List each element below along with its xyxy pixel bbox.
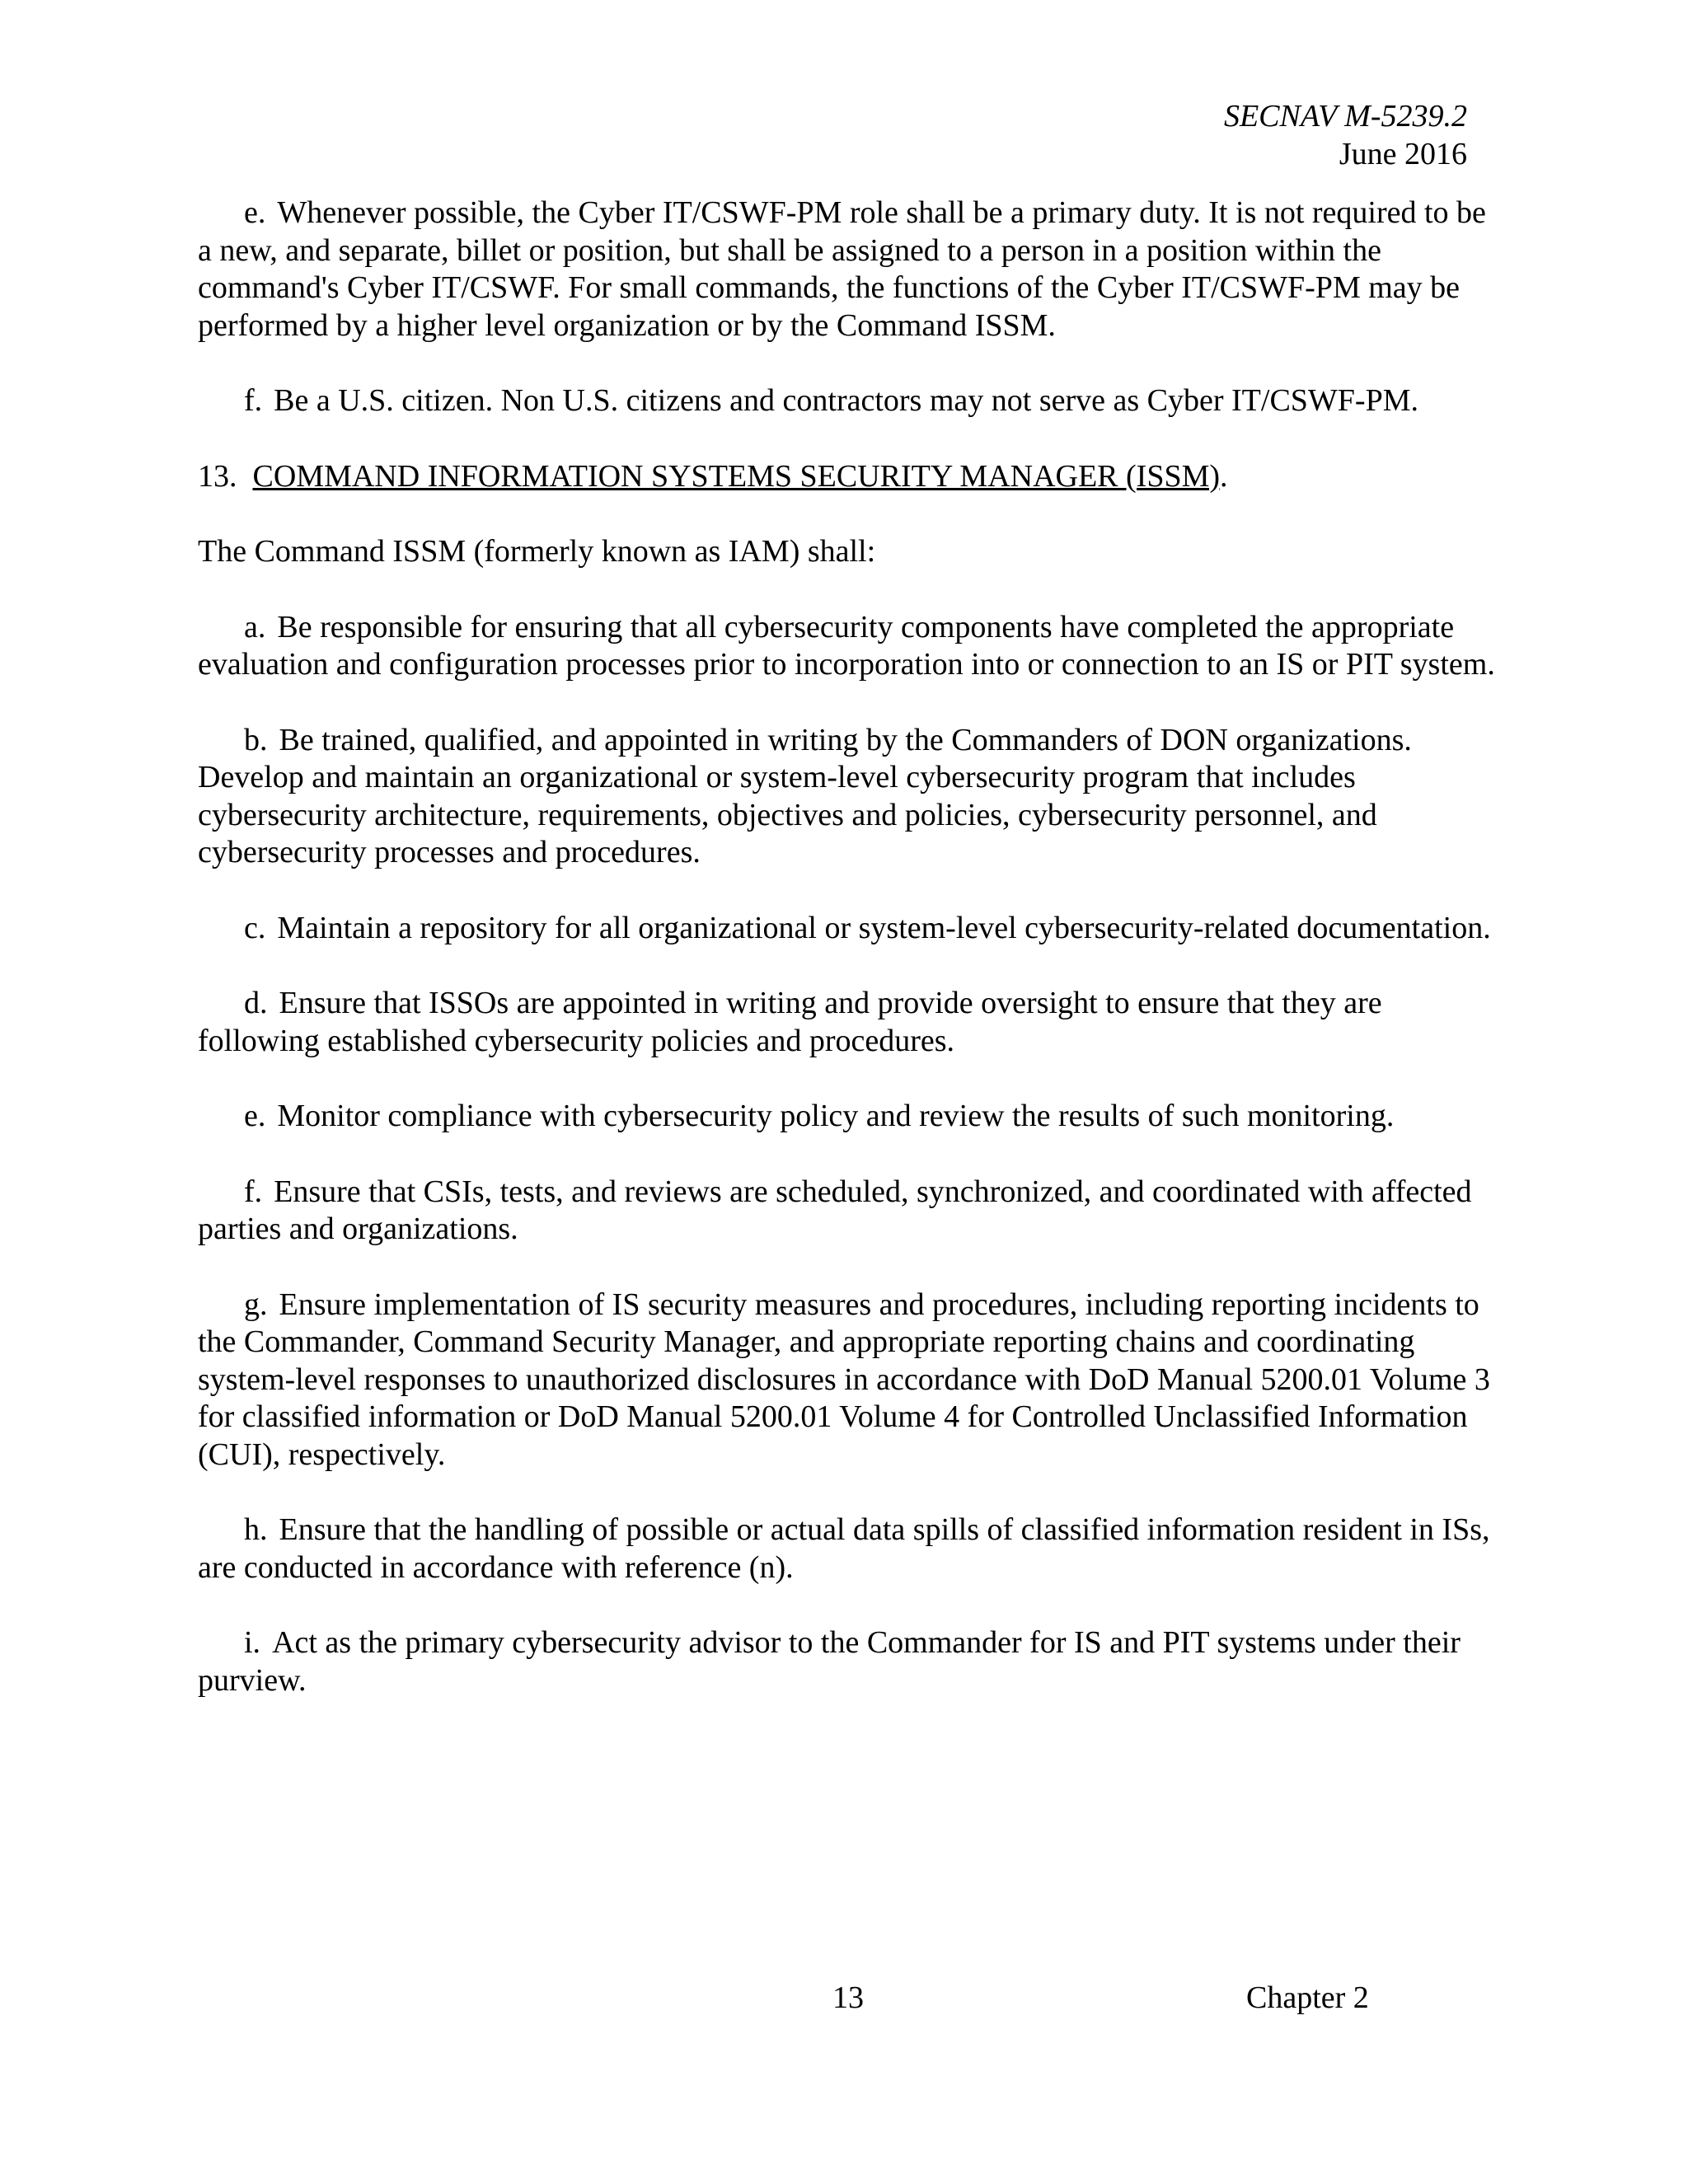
list-item (198, 910, 1500, 948)
page-number: 13 (832, 1980, 864, 2015)
item-text: Act as the primary cybersecurity advisor to the Commander for IS and PIT systems under their purview. (198, 1625, 1461, 1698)
item-text: Monitor compliance with cybersecurity policy and review the results of such monitoring. (277, 1099, 1395, 1133)
item-text: Maintain a repository for all organizational or system-level cybersecurity-related documentation. (277, 910, 1491, 945)
item-text: Ensure that the handling of possible or actual data spills of classified information resident in ISs, are conducted in accordance with reference (n). (198, 1512, 1490, 1585)
paragraph-label: f. (244, 383, 263, 418)
item-label: c. (244, 910, 266, 945)
paragraph-text: Whenever possible, the Cyber IT/CSWF-PM role shall be a primary duty. It is not required to be a new, and separate, billet or position, but shall be assigned to a person in a position within the command's Cyber IT/CSWF. For small commands, the functions of the Cyber IT/CSWF-PM may be performed by a higher level organization or by the Command ISSM. (198, 195, 1486, 343)
item-text: Ensure implementation of IS security measures and procedures, including reporting incidents to the Commander, Command Security Manager, and appropriate reporting chains and coordinating system-level responses to unauthorized disclosures in accordance with DoD Manual 5200.01 Volume 3 for classified information or DoD Manual 5200.01 Volume 4 for Controlled Unclassified Information (CUI), respectively. (198, 1286, 1490, 1472)
list-item (198, 1511, 1500, 1586)
paragraph-label: e. (244, 195, 266, 230)
item-label: b. (244, 722, 268, 757)
document-date: June 2016 (1339, 137, 1467, 171)
list-item (198, 1624, 1500, 1699)
item-label: a. (244, 609, 266, 644)
document-id: SECNAV M-5239.2 (1223, 99, 1467, 134)
item-text: Be trained, qualified, and appointed in writing by the Commanders of DON organizations. Develop and maintain an organizational or system-level cybersecurity program that includes cybersecurity architecture, requirements, objectives and policies, cybersecurity personnel, and cybersecurity processes and procedures. (198, 722, 1412, 869)
item-label: d. (244, 986, 268, 1020)
list-item (198, 1098, 1500, 1136)
item-label: i. (244, 1625, 261, 1660)
item-label: e. (244, 1099, 266, 1133)
item-label: h. (244, 1512, 268, 1547)
paragraph-f-top (198, 382, 1500, 420)
list-item (198, 722, 1500, 872)
item-text: Ensure that CSIs, tests, and reviews are scheduled, synchronized, and coordinated with affected parties and organizations. (198, 1174, 1472, 1246)
section-intro: The Command ISSM (formerly known as IAM) shall: (198, 534, 876, 569)
item-text: Ensure that ISSOs are appointed in writing and provide oversight to ensure that they are following established cybersecurity policies and procedures. (198, 986, 1382, 1058)
paragraph-e-top (198, 194, 1500, 344)
chapter-label: Chapter 2 (1246, 1980, 1369, 2015)
item-label: f. (244, 1174, 263, 1209)
list-item (198, 985, 1500, 1060)
item-text: Be responsible for ensuring that all cybersecurity components have completed the appropriate evaluation and configuration processes prior to incorporation into or connection to an IS or PIT system. (198, 609, 1495, 682)
section-title-trail: . (1220, 458, 1228, 494)
item-label: g. (244, 1286, 268, 1322)
paragraph-text: Be a U.S. citizen. Non U.S. citizens and contractors may not serve as Cyber IT/CSWF-PM. (274, 383, 1418, 418)
list-item (198, 609, 1500, 684)
list-item (198, 1286, 1500, 1474)
section-number: 13. (198, 458, 237, 494)
section-heading (198, 458, 1500, 496)
document-body (198, 194, 1500, 1737)
section-title: COMMAND INFORMATION SYSTEMS SECURITY MANAGER (ISSM) (252, 458, 1221, 494)
list-item (198, 1174, 1500, 1249)
page-header (1224, 97, 1467, 173)
